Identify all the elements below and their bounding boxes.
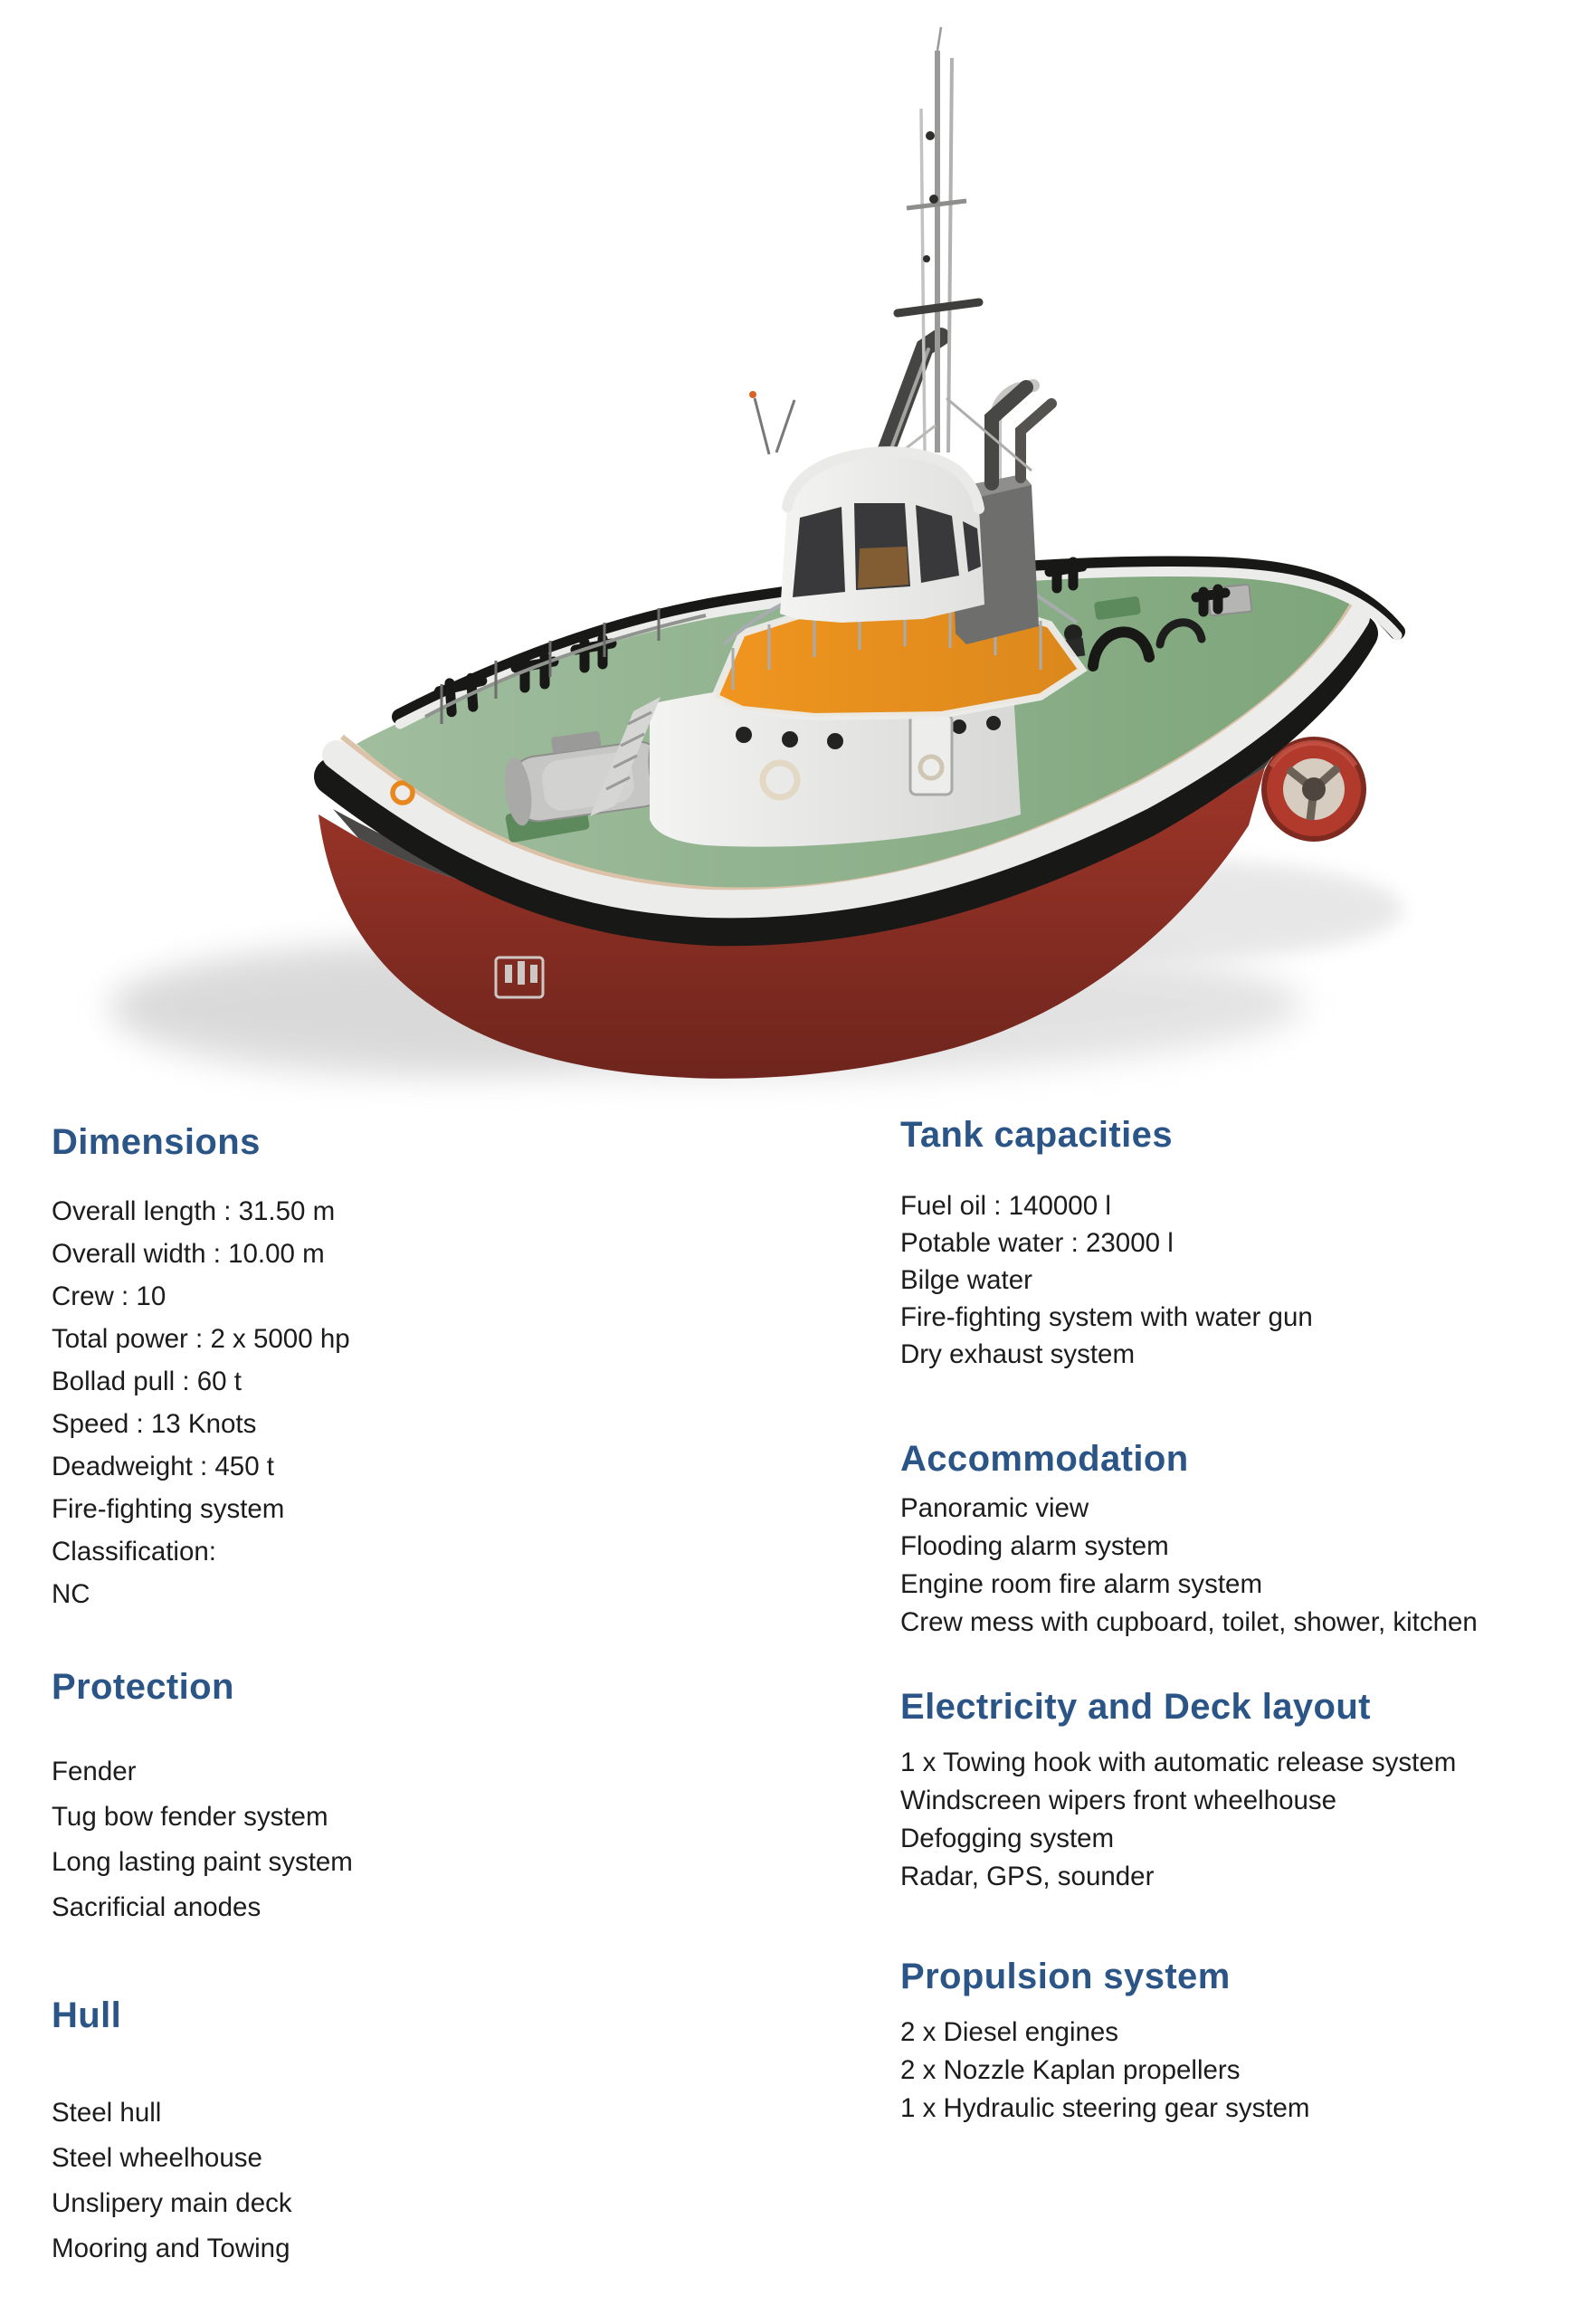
- spec-line: Sacrificial anodes: [52, 1892, 262, 1922]
- spec-line: Mooring and Towing: [52, 2234, 290, 2263]
- spec-line: Panoramic view: [900, 1493, 1089, 1523]
- hero-tugboat-render: [0, 0, 1569, 1118]
- spec-line: 1 x Towing hook with automatic release system: [900, 1748, 1457, 1777]
- spec-line: Unslipery main deck: [52, 2188, 292, 2218]
- spec-line: Bollad pull : 60 t: [52, 1367, 242, 1396]
- section-lines: [52, 2091, 848, 2272]
- spec-line: Fuel oil : 140000 l: [900, 1191, 1111, 1221]
- spec-line: Tug bow fender system: [52, 1802, 328, 1832]
- spec-line: Steel hull: [52, 2098, 162, 2128]
- spec-line: Bilge water: [900, 1265, 1032, 1295]
- spec-line: 1 x Hydraulic steering gear system: [900, 2093, 1310, 2123]
- spec-line: Windscreen wipers front wheelhouse: [900, 1786, 1337, 1815]
- spec-line: Crew mess with cupboard, toilet, shower, kitchen: [900, 1607, 1478, 1637]
- spec-line: Engine room fire alarm system: [900, 1569, 1263, 1599]
- section-propulsion-system: [900, 1955, 1569, 2128]
- spec-line: Fender: [52, 1757, 137, 1786]
- tugboat-illustration: [0, 0, 1569, 1118]
- spec-line: Fire-fighting system: [52, 1494, 285, 1524]
- spec-line: Fire-fighting system with water gun: [900, 1302, 1313, 1332]
- section-title: Accommodation: [900, 1439, 1189, 1479]
- wheelhouse: [780, 452, 984, 623]
- spec-line: Long lasting paint system: [52, 1847, 353, 1877]
- spec-line: Dry exhaust system: [900, 1339, 1136, 1369]
- section-electricity-deck-layout: [900, 1685, 1569, 1896]
- section-dimensions: [52, 1120, 848, 1615]
- section-lines: [900, 1490, 1569, 1642]
- section-hull: [52, 1994, 848, 2272]
- section-lines: [52, 1190, 848, 1615]
- kort-nozzle-propeller: [1264, 739, 1364, 839]
- section-lines: [900, 2014, 1569, 2128]
- spec-line: Classification:: [52, 1537, 216, 1567]
- spec-line: Steel wheelhouse: [52, 2143, 262, 2173]
- spec-line: NC: [52, 1579, 90, 1609]
- section-title: Dimensions: [52, 1122, 261, 1162]
- spec-line: Flooding alarm system: [900, 1531, 1169, 1561]
- section-lines: [52, 1749, 848, 1930]
- spec-line: Overall length : 31.50 m: [52, 1196, 336, 1226]
- spec-line: Deadweight : 450 t: [52, 1452, 274, 1481]
- spec-line: Total power : 2 x 5000 hp: [52, 1324, 350, 1354]
- section-protection: [52, 1665, 848, 1930]
- section-title: Tank capacities: [900, 1115, 1173, 1155]
- section-title: Hull: [52, 1995, 122, 2035]
- section-title: Electricity and Deck layout: [900, 1687, 1371, 1727]
- section-lines: [900, 1187, 1569, 1373]
- section-title: Propulsion system: [900, 1957, 1231, 1996]
- section-tank-capacities: [900, 1113, 1569, 1373]
- spec-line: Overall width : 10.00 m: [52, 1239, 325, 1269]
- spec-line: Speed : 13 Knots: [52, 1409, 257, 1439]
- spec-line: 2 x Nozzle Kaplan propellers: [900, 2055, 1241, 2085]
- spec-line: 2 x Diesel engines: [900, 2017, 1119, 2047]
- spec-line: Radar, GPS, sounder: [900, 1862, 1155, 1891]
- section-title: Protection: [52, 1667, 234, 1707]
- section-accommodation: [900, 1437, 1569, 1642]
- whip-antennas: [749, 391, 794, 454]
- spec-line: Potable water : 23000 l: [900, 1228, 1174, 1258]
- section-lines: [900, 1744, 1569, 1896]
- spec-line: Defogging system: [900, 1824, 1115, 1853]
- spec-line: Crew : 10: [52, 1281, 166, 1311]
